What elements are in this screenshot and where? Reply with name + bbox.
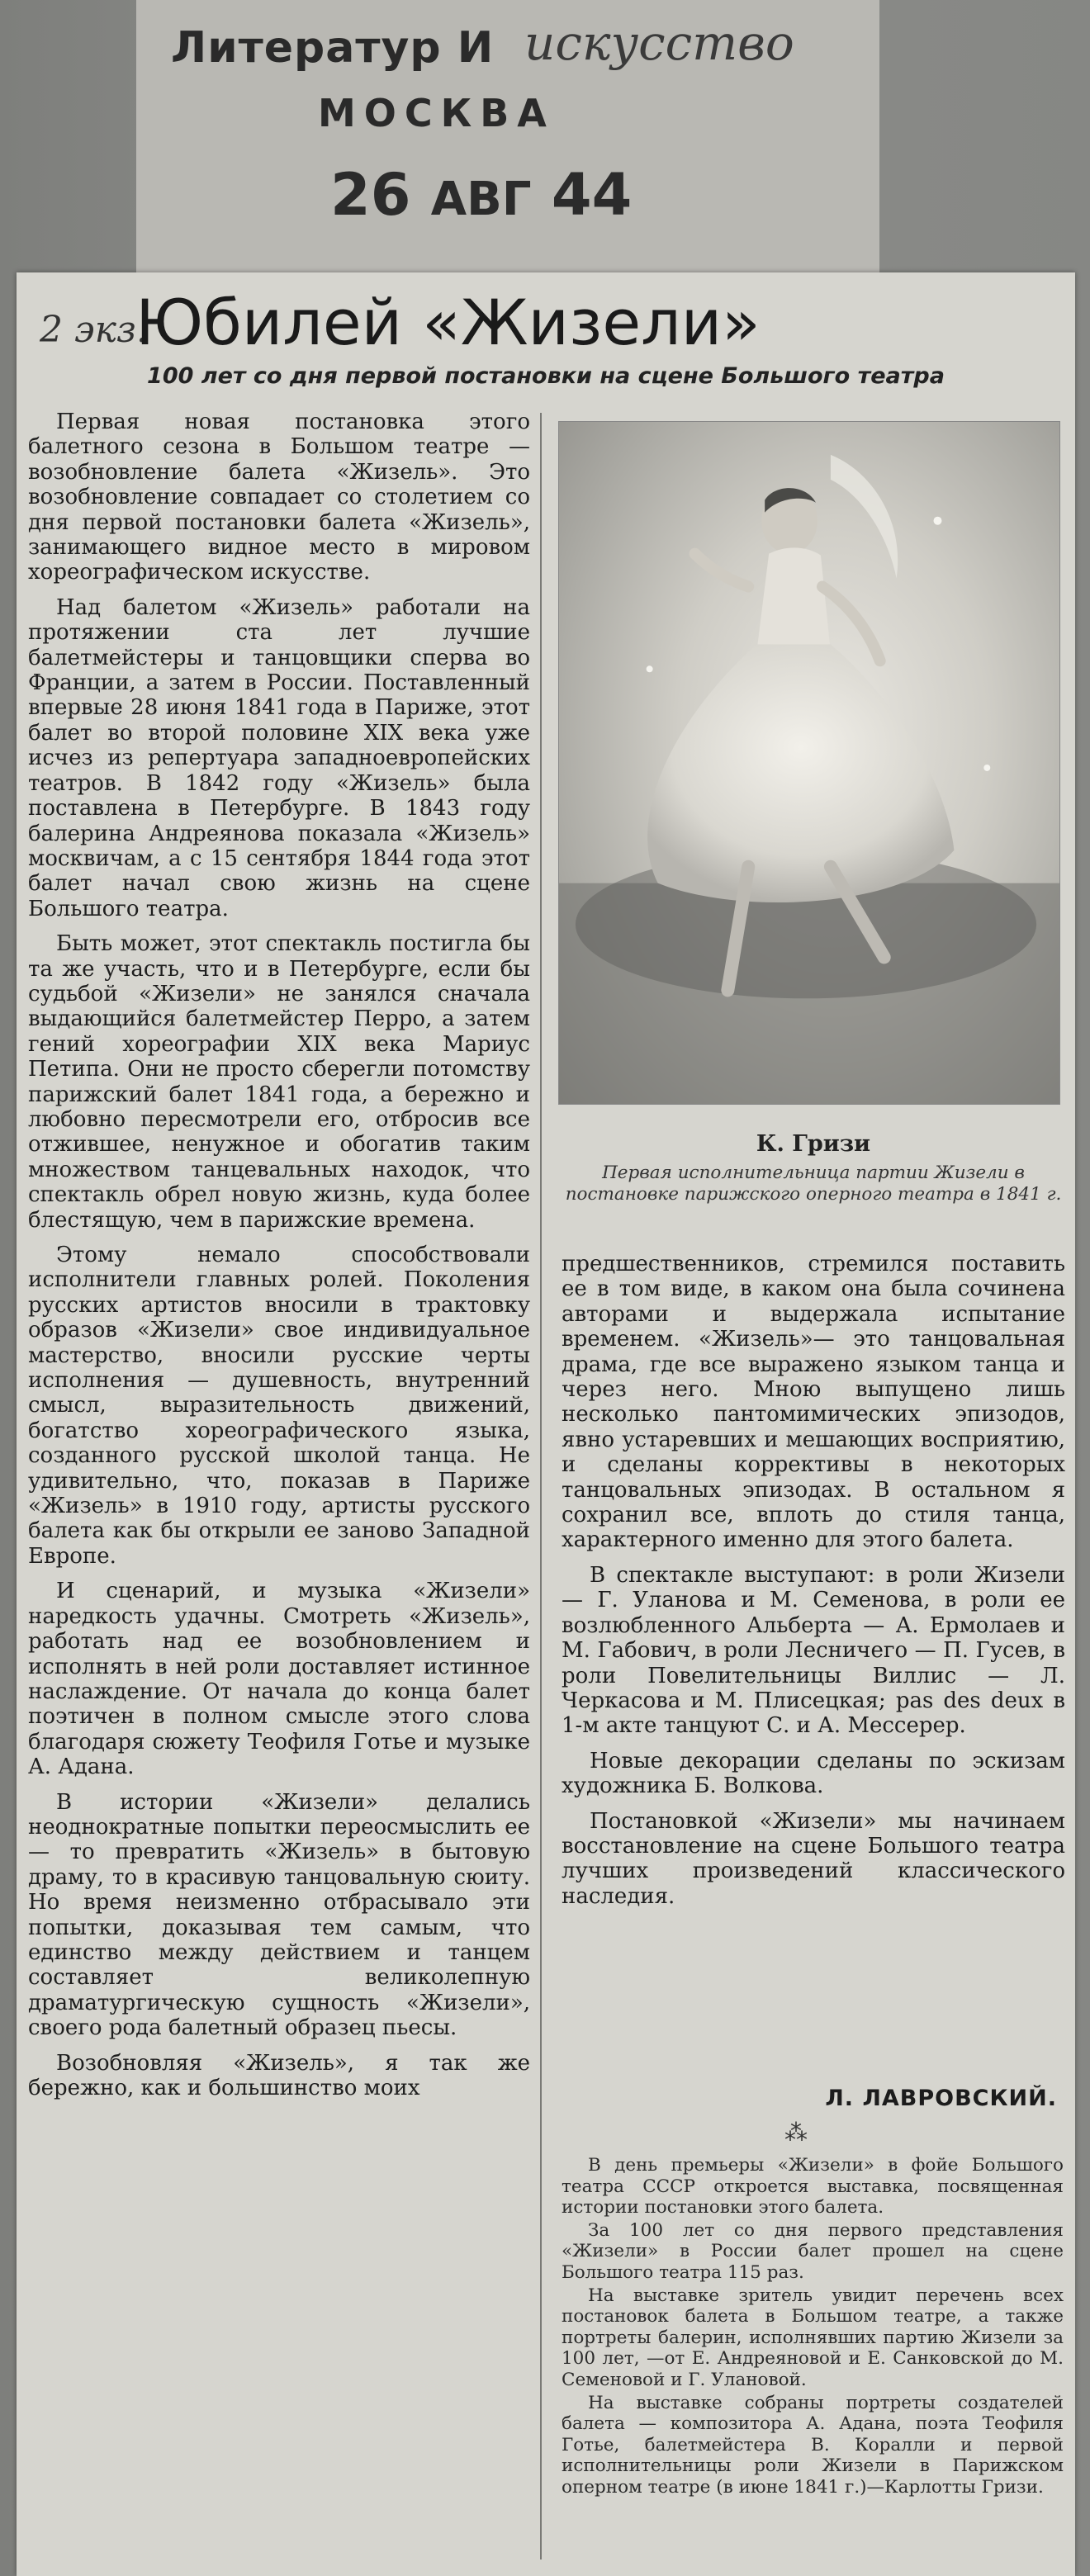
archive-stamp-label [136,0,879,277]
note-paragraph: На выставке собраны портреты создателей балета — композитора А. Адана, поэта Теофиля Готье, балетмейстера В. Коралли и первой исполнительницы роли Жизели в Парижском оперном театре (в июне 1841 г.)—Карлотты Гризи. [562,2392,1064,2498]
paragraph: Быть может, этот спектакль постигла бы та же участь, что и в Петербурге, если бы судьбой «Жизели» не занялся сначала выдающийся балетмейстер Перро, а затем гений хореографии XIX века Мариус Петипа. Они не просто сберегли потомству парижский балет 1841 года, а бережно и любовно пересмотрели его, отбросив все отжившее, ненужное и обогатив таким множеством танцевальных находок, что спектакль обрел новую жизнь, куда более блестящую, чем в парижские времена. [28,931,530,1233]
ballerina-portrait-image [558,421,1060,1105]
column-divider [540,413,542,2559]
stamp-publication: Литератур И [171,23,495,73]
stamp-city: МОСКВА [318,91,555,135]
paragraph: Новые декорации сделаны по эскизам художника Б. Волкова. [562,1748,1065,1799]
stamp-date [330,161,632,229]
note-paragraph: На выставке зритель увидит перечень всех постановок балета в Большом театре, а также портреты балерин, исполнявших партию Жизели за 100 лет, —от Е. Андреяновой и Е. Санковской до М. Семеновой и Г. Улановой. [562,2285,1064,2390]
headline-row [28,286,1052,368]
stamp-handwritten-note: искусство [524,15,794,71]
photo-caption-text: Первая исполнительница партии Жизели в постановке парижского оперного театра в 1841 г. [565,1163,1062,1205]
stamp-date-month: АВГ [430,173,532,226]
exhibition-note [562,2155,1064,2568]
photo-frame [552,421,1067,1103]
ballerina-illustration [559,422,1059,1104]
newspaper-clipping [17,272,1075,2576]
paragraph: И сценарий, и музыка «Жизели» наредкость удачны. Смотреть «Жизель», работать над ее возобновлением и исполнять в ней роли доставляет истинное наслаждение. От начала до конца балет поэтичен в полном смысле этого слова благодаря сюжету Теофиля Готье и музыке А. Адана. [28,1579,530,1780]
article-headline: Юбилей «Жизели» [135,286,761,359]
asterism-icon: ⁂ [784,2119,808,2146]
stamp-date-year: 44 [551,161,633,229]
article-subheadline: 100 лет со дня первой постановки на сцене Большого театра [147,363,945,389]
paragraph: В спектакле выступают: в роли Жизели — Г. Уланова и М. Семенова, в роли ее возлюбленного Альберта — А. Ермолаев и М. Габович, в роли Лесничего — П. Гусев, в роли Повелительницы Виллис — Л. Черкасова и М. Плисецкая; pas des deux в 1-м акте танцуют С. и А. Мессерер. [562,1562,1065,1739]
left-column [28,410,530,2573]
paragraph: предшественников, стремился поставить ее в том виде, в каком она была сочинена авторами и выдержала испытание временем. «Жизель»— это танцовальная драма, где все выражено языком танца и через него. Мною выпущено лишь несколько пантомимических эпизодов, явно устаревших и мешающих восприятию, и сделаны коррективы в некоторых танцовальных эпизодах. В остальном я сохранил все, вплоть до стиля танца, характерного именно для этого балета. [562,1252,1065,1553]
stamp-date-day: 26 [330,161,411,229]
paragraph: Над балетом «Жизель» работали на протяжении ста лет лучшие балетмейстеры и танцовщики сперва во Франции, а затем в России. Поставленный впервые 28 июня 1841 года в Париже, этот балет во второй половине XIX века уже исчез из репертуара западноевропейских театров. В 1842 году «Жизель» была поставлена в Петербурге. В 1843 году балерина Андреянова показала «Жизель» москвичам, а с 15 сентября 1844 года этот балет начал свою жизнь на сцене Большого театра. [28,594,530,921]
photo-caption-name: К. Гризи [756,1131,871,1157]
paragraph: Возобновляя «Жизель», я так же бережно, как и большинство моих [28,2050,530,2100]
article-author: Л. ЛАВРОВСКИЙ. [825,2086,1057,2111]
note-paragraph: В день премьеры «Жизели» в фойе Большого театра СССР откроется выставка, посвященная истории постановки этого балета. [562,2155,1064,2218]
paragraph: Этому немало способствовали исполнители главных ролей. Поколения русских артистов вносили в трактовку образов «Жизели» свое индивидуальное мастерство, вносили русские черты исполнения — душевность, внутренний смысл, выразительность движений, богатство хореографического языка, созданного русской школой танца. Не удивительно, что, показав в Париже «Жизель» в 1910 году, артисты русского балета как бы открыли ее заново Западной Европе. [28,1243,530,1569]
handwritten-copy-mark: 2 экз. [40,309,148,351]
paragraph: В истории «Жизели» делались неоднократные попытки переосмыслить ее — то превратить «Жизель» в бытовую драму, то в красивую танцовальную сюиту. Но время неизменно отбрасывало эти попытки, доказывая тем самым, что единство между действием и танцем составляет великолепную драматургическую сущность «Жизели», своего рода балетный образец пьесы. [28,1789,530,2041]
note-paragraph: За 100 лет со дня первого представления «Жизели» в России балет прошел на сцене Большого театра 115 раз. [562,2219,1064,2283]
paragraph: Первая новая постановка этого балетного сезона в Большом театре — возобновление балета «Жизель». Это возобновление совпадает со столетием со дня первой постановки балета «Жизель», занимающего видное место в мировом хореографическом искусстве. [28,410,530,585]
paragraph: Постановкой «Жизели» мы начинаем восстановление на сцене Большого театра лучших произведений классического наследия. [562,1808,1065,1909]
